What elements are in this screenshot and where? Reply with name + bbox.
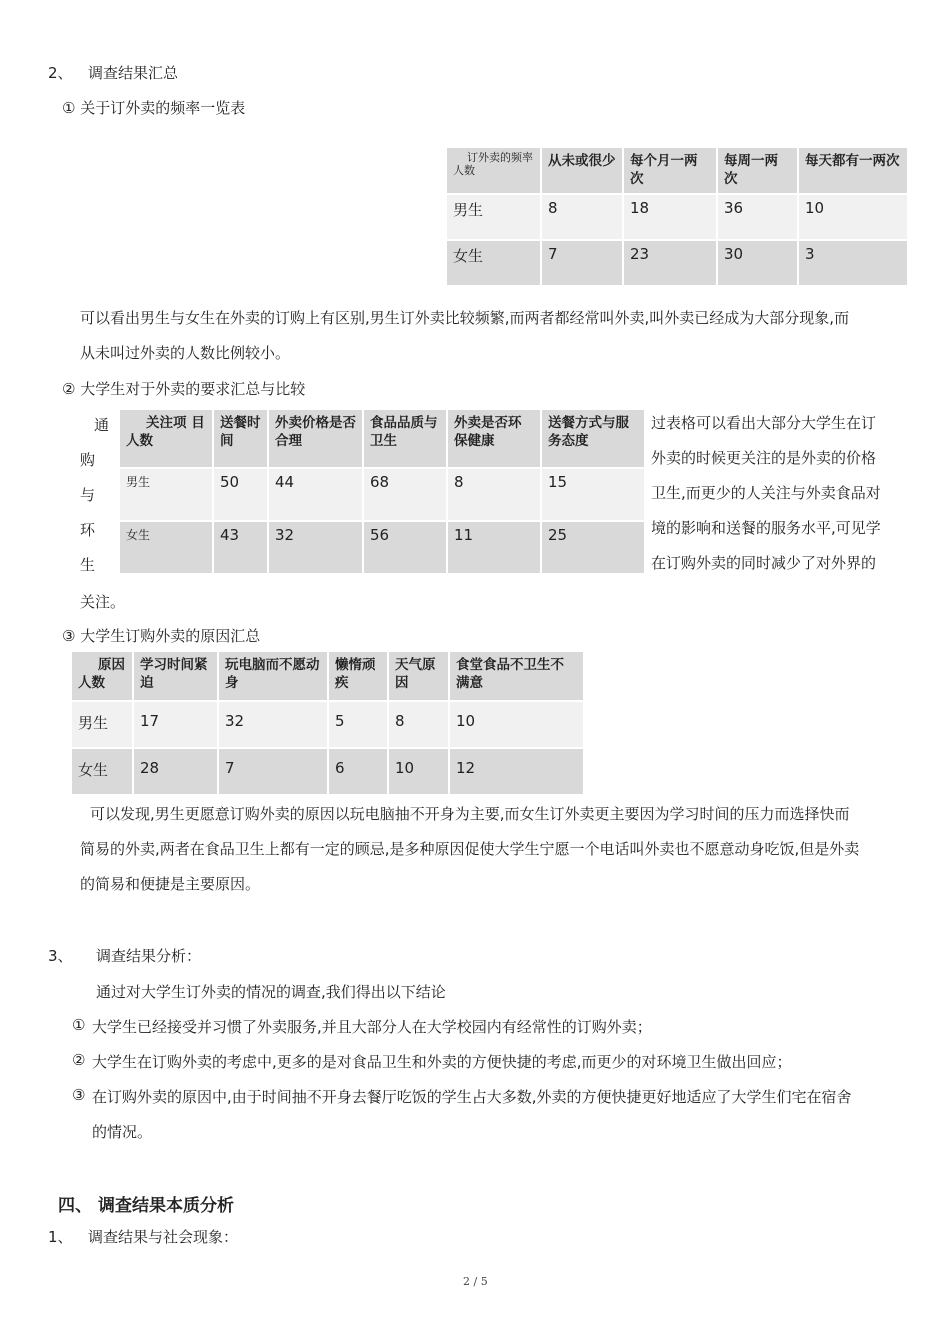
section-4-title: 调查结果本质分析 xyxy=(98,1196,234,1216)
requirements-table xyxy=(118,408,646,575)
conclusion-number: ② xyxy=(72,1051,86,1069)
table-cell: 10 xyxy=(450,702,583,747)
table-cell: 7 xyxy=(542,241,622,285)
section-4-1-number: 1、 xyxy=(48,1228,73,1246)
reasons-table xyxy=(70,650,585,796)
vertical-char: 生 xyxy=(80,556,96,574)
table-cell: 36 xyxy=(718,195,797,239)
header-cell: 食品品质与卫生 xyxy=(364,410,446,467)
table-cell: 56 xyxy=(364,522,446,573)
row-label: 男生 xyxy=(72,702,132,747)
corner-cell: 关注项 目 人数 xyxy=(120,410,212,467)
section-2-number: 2、 xyxy=(48,64,73,82)
header-cell: 玩电脑而不愿动身 xyxy=(219,652,327,700)
conclusion-number: ③ xyxy=(72,1086,86,1104)
table-row xyxy=(72,749,583,794)
table-cell: 32 xyxy=(219,702,327,747)
header-cell: 送餐时间 xyxy=(214,410,267,467)
table-cell: 15 xyxy=(542,469,644,520)
conclusion-intro: 通过对大学生订外卖的情况的调查,我们得出以下结论 xyxy=(96,983,446,1001)
header-cell: 外卖价格是否合理 xyxy=(269,410,362,467)
table-cell: 28 xyxy=(134,749,217,794)
table-cell: 17 xyxy=(134,702,217,747)
corner-cell: 订外卖的频率 人数 xyxy=(447,148,540,193)
paragraph-frequency: 可以看出男生与女生在外卖的订购上有区别,男生订外卖比较频繁,而两者都经常叫外卖,叫外卖已经成为大部分现象,而 从未叫过外卖的人数比例较小。 xyxy=(80,309,850,362)
table-cell: 8 xyxy=(448,469,540,520)
section-4-1-title: 调查结果与社会现象： xyxy=(88,1228,239,1246)
row-label: 男生 xyxy=(120,469,212,520)
header-cell: 每天都有一两次 xyxy=(799,148,907,193)
table-row xyxy=(447,195,907,239)
header-cell: 外卖是否环保健康 xyxy=(448,410,540,467)
table-cell: 12 xyxy=(450,749,583,794)
header-cell: 懒惰顽疾 xyxy=(329,652,387,700)
header-cell: 食堂食品不卫生不满意 xyxy=(450,652,583,700)
row-label: 女生 xyxy=(447,241,540,285)
table-cell: 32 xyxy=(269,522,362,573)
subheading-requirements: ② 大学生对于外卖的要求汇总与比较 xyxy=(62,380,306,398)
conclusion-text: 大学生在订购外卖的考虑中,更多的是对食品卫生和外卖的方便快捷的考虑,而更少的对环境卫生做出回应； xyxy=(92,1053,792,1071)
table-cell: 5 xyxy=(329,702,387,747)
table-cell: 18 xyxy=(624,195,716,239)
conclusion-text-continued: 的情况。 xyxy=(92,1123,153,1141)
paragraph-reasons: 可以发现,男生更愿意订购外卖的原因以玩电脑抽不开身为主要,而女生订外卖更主要因为学习时间的压力而选择快而 简易的外卖,两者在食品卫生上都有一定的顾忌,是多种原因促使大学生宁愿一个电话叫外卖也不愿意动身吃饭,但是外卖 的简易和便捷是主要原因。 xyxy=(80,805,860,893)
table-cell: 7 xyxy=(219,749,327,794)
frequency-table xyxy=(445,146,909,287)
header-cell: 从未或很少 xyxy=(542,148,622,193)
row-label: 男生 xyxy=(447,195,540,239)
side-paragraph-end: 关注。 xyxy=(80,593,126,611)
table-cell: 68 xyxy=(364,469,446,520)
conclusion-number: ① xyxy=(72,1016,86,1034)
table-cell: 50 xyxy=(214,469,267,520)
table-cell: 23 xyxy=(624,241,716,285)
header-cell: 每个月一两次 xyxy=(624,148,716,193)
table-cell: 43 xyxy=(214,522,267,573)
page-number: 2 / 5 xyxy=(463,1275,488,1288)
header-cell: 天气原因 xyxy=(389,652,448,700)
header-cell: 送餐方式与服务态度 xyxy=(542,410,644,467)
vertical-char: 环 xyxy=(80,521,96,539)
corner-cell: 原因 人数 xyxy=(72,652,132,700)
table-cell: 6 xyxy=(329,749,387,794)
table-header-row xyxy=(447,148,907,193)
table-row xyxy=(447,241,907,285)
table-cell: 3 xyxy=(799,241,907,285)
table-cell: 11 xyxy=(448,522,540,573)
vertical-char: 与 xyxy=(80,486,96,504)
subheading-frequency: ① 关于订外卖的频率一览表 xyxy=(62,99,246,117)
header-cell: 学习时间紧迫 xyxy=(134,652,217,700)
section-3-title: 调查结果分析： xyxy=(96,947,202,965)
table-cell: 25 xyxy=(542,522,644,573)
conclusion-text: 大学生已经接受并习惯了外卖服务,并且大部分人在大学校园内有经常性的订购外卖； xyxy=(92,1018,652,1036)
vertical-char: 购 xyxy=(80,451,96,469)
table-cell: 44 xyxy=(269,469,362,520)
row-label: 女生 xyxy=(72,749,132,794)
header-cell: 每周一两次 xyxy=(718,148,797,193)
subheading-reasons: ③ 大学生订购外卖的原因汇总 xyxy=(62,627,261,645)
table-row xyxy=(120,522,644,573)
table-cell: 10 xyxy=(799,195,907,239)
table-row xyxy=(72,702,583,747)
table-cell: 8 xyxy=(389,702,448,747)
side-paragraph: 过表格可以看出大部分大学生在订 外卖的时候更关注的是外卖的价格 卫生,而更少的人关注与外卖食品对 境的影响和送餐的服务水平,可见学 在订购外卖的同时减少了对外界的 xyxy=(651,414,881,572)
table-cell: 8 xyxy=(542,195,622,239)
table-cell: 30 xyxy=(718,241,797,285)
section-3-number: 3、 xyxy=(48,947,73,965)
row-label: 女生 xyxy=(120,522,212,573)
vertical-char: 通 xyxy=(94,416,110,434)
section-2-title: 调查结果汇总 xyxy=(88,64,179,82)
table-header-row xyxy=(72,652,583,700)
table-cell: 10 xyxy=(389,749,448,794)
conclusion-text: 在订购外卖的原因中,由于时间抽不开身去餐厅吃饭的学生占大多数,外卖的方便快捷更好地适应了大学生们宅在宿舍 xyxy=(92,1088,852,1106)
table-header-row xyxy=(120,410,644,467)
section-4-number: 四、 xyxy=(58,1196,92,1216)
table-row xyxy=(120,469,644,520)
